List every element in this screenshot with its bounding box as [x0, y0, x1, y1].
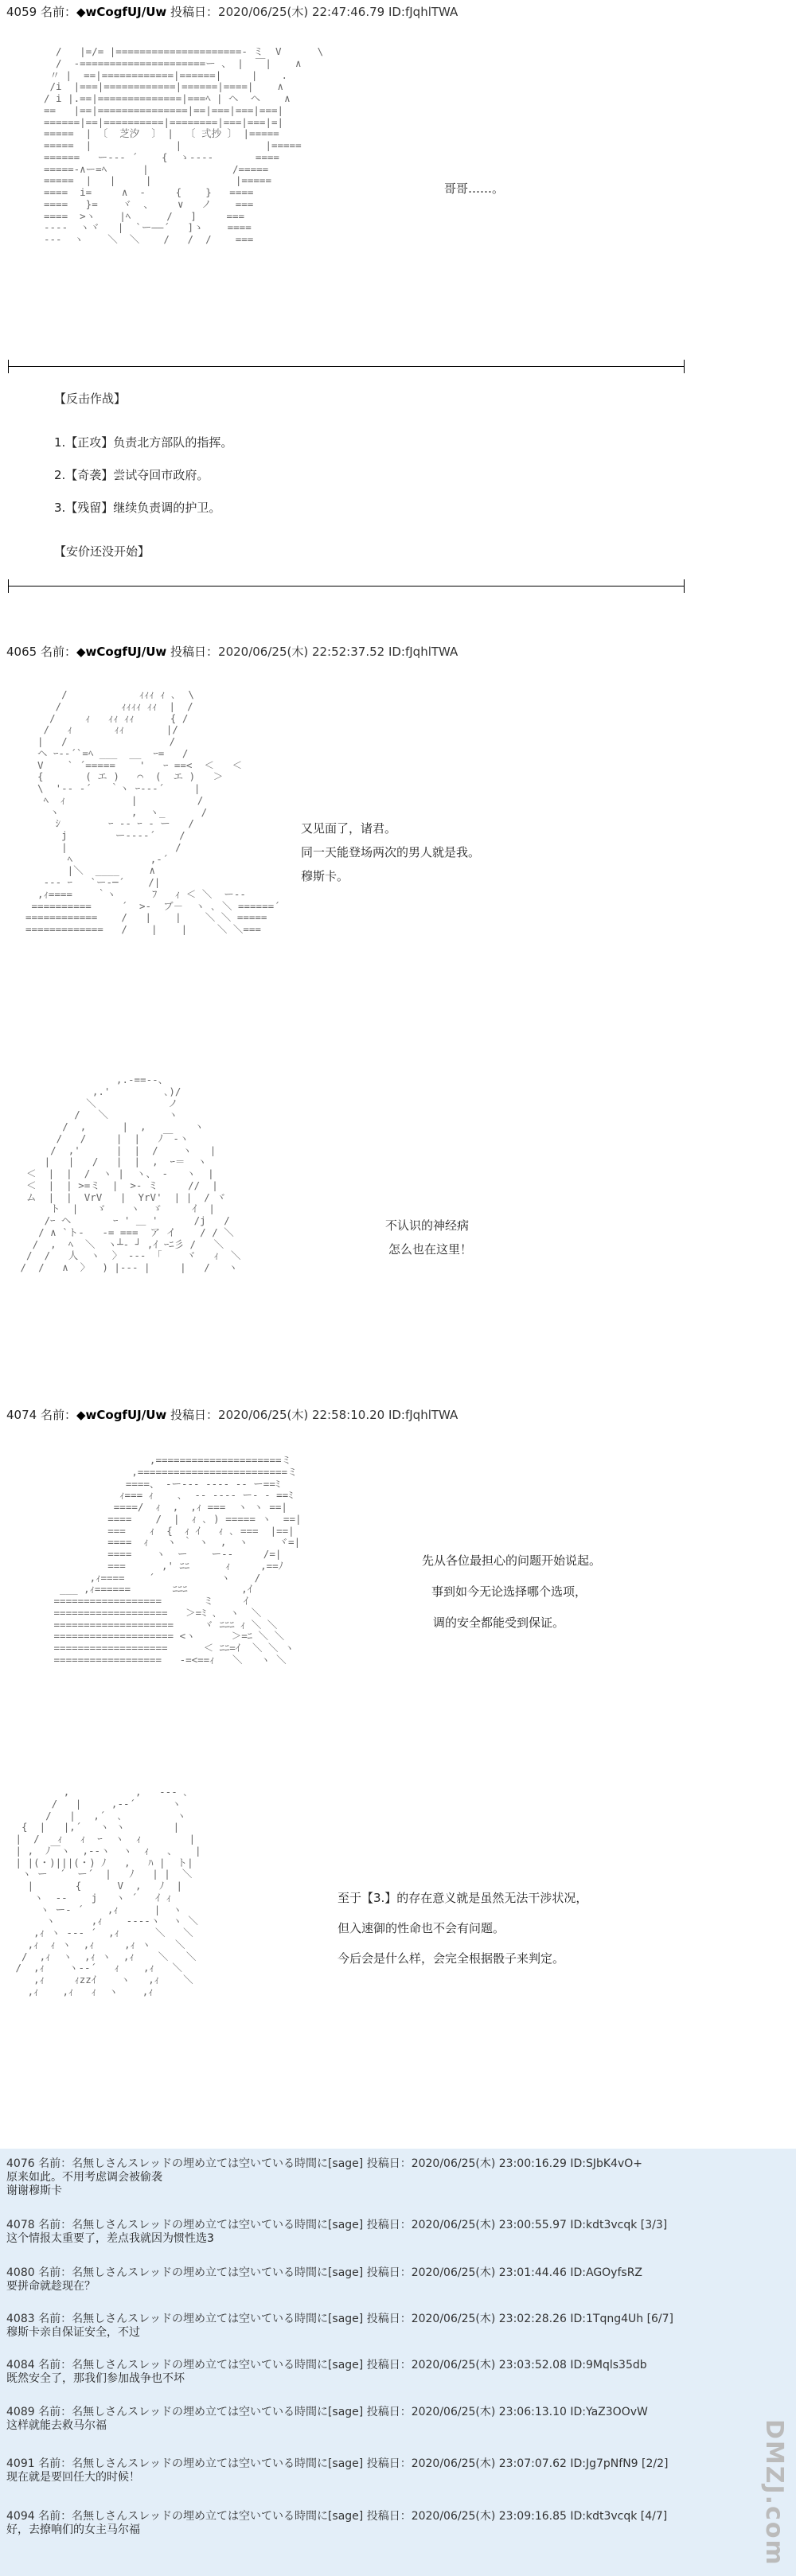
trip-code: ◆wCogfUJ/Uw	[76, 1408, 167, 1422]
posted-label: 投稿日：	[170, 5, 219, 19]
dialogue-line: 先从各位最担心的问题开始说起。	[422, 1553, 602, 1568]
reply-body-line: 要拼命就趁现在？	[6, 2280, 96, 2293]
reply-header: 名前：名無しさんスレッドの埋め立ては空いている時間に[sage] 投稿日：2020/06/25(木) 23:01:44.46 ID:AGOyfsRZ	[38, 2266, 643, 2279]
reply-4094	[6, 2510, 667, 2537]
trip-code: ◆wCogfUJ/Uw	[76, 5, 167, 19]
post-header-4074	[6, 1406, 458, 1423]
reply-header: 名前：名無しさんスレッドの埋め立ては空いている時間に[sage] 投稿日：2020/06/25(木) 23:02:28.26 ID:1Tqng4Uh [6/7]	[38, 2313, 674, 2325]
reply-header: 名前：名無しさんスレッドの埋め立ては空いている時間に[sage] 投稿日：2020/06/25(木) 23:03:52.08 ID:9Mqls35db	[38, 2359, 647, 2371]
trip-code: ◆wCogfUJ/Uw	[76, 645, 167, 659]
dialogue-line: 怎么也在这里！	[388, 1242, 473, 1257]
reply-4091	[6, 2457, 668, 2484]
reply-number: 4078	[6, 2219, 35, 2231]
divider-bottom	[8, 586, 685, 587]
plan-block	[54, 390, 232, 559]
dialogue-line: 调的安全都能受到保证。	[433, 1615, 565, 1630]
reply-4076	[6, 2157, 642, 2198]
dialogue-line: 今后会是什么样，会完全根据骰子来判定。	[338, 1951, 565, 1966]
dialogue-block-explain	[422, 1545, 601, 1639]
reply-header: 名前：名無しさんスレッドの埋め立ては空いている時間に[sage] 投稿日：2020/06/25(木) 23:00:16.29 ID:SJbK4vO+	[38, 2157, 643, 2170]
reply-number: 4080	[6, 2266, 35, 2279]
dialogue-block-option3	[338, 1883, 587, 1974]
post-number: 4059	[6, 5, 37, 19]
reply-4089	[6, 2406, 648, 2433]
ascii-art-2: / ｨｨｨ ｨ ､ \ / ｨｨｨｨ ｨｨ | / / ｨ ｨｨ ｨｨ { / / ｨ ｨｨ |/ | / / ヘ ｰ--´`=ﾍ ___ __ ｰ= / V ` ´===== ' ｰ ==< ＜ ＜ { ( エ ) ⌒ ( エ ) ＞ \ '-- -´ ｀ヽ ｰ---´ | ﾍ ｨ | / ヽ , ヽ_ / ｼ ｰ -- ｰ ‐ ー / j ー‐‐‐‐´ / | / ﾍ ,‐´ |＼ ____ ∧ ‐‐‐ ｰ `ー‐─´ /| ,ｨ==== ｀ヽ ﾌ ｨ ＜ ＼ ー‐‐ ========== ´ >- ブ－ ヽ ､ ＼ ======´ ============ / | | ＼ ＼ ===== ============= / | | ＼ ＼===	[25, 688, 280, 935]
name-label: 名前：	[40, 645, 76, 659]
posted-label: 投稿日：	[170, 645, 219, 659]
reply-body-line: 这样就能去救马尔福	[6, 2419, 107, 2432]
reply-number: 4089	[6, 2406, 35, 2418]
reply-number: 4091	[6, 2457, 35, 2470]
reply-header: 名前：名無しさんスレッドの埋め立ては空いている時間に[sage] 投稿日：2020/06/25(木) 23:07:07.62 ID:Jg7pNfN9 [2/2]	[38, 2457, 669, 2470]
post-date: 2020/06/25(木) 22:47:46.79 ID:fJqhlTWA	[218, 5, 458, 19]
post-number: 4065	[6, 645, 37, 659]
plan-option-3: 3.【残留】继续负责调的护卫。	[54, 501, 221, 515]
dialogue-line: 至于【3.】的存在意义就是虽然无法干涉状况，	[338, 1891, 588, 1905]
reply-body-line: 好，去撩响们的女主马尔福	[6, 2523, 140, 2536]
reply-header: 名前：名無しさんスレッドの埋め立ては空いている時間に[sage] 投稿日：2020/06/25(木) 23:09:16.85 ID:kdt3vcqk [4/7]	[38, 2510, 668, 2523]
reply-body-line: 穆斯卡亲自保证安全，不过	[6, 2326, 140, 2339]
plan-footer: 【安价还没开始】	[54, 544, 150, 559]
plan-title: 【反击作战】	[54, 392, 127, 406]
post-date: 2020/06/25(木) 22:52:37.52 ID:fJqhlTWA	[218, 645, 458, 659]
dialogue-line: 哥哥……。	[444, 181, 505, 196]
post-header-4065	[6, 643, 458, 660]
reply-4080	[6, 2266, 642, 2293]
divider-top	[8, 366, 685, 367]
reply-body-line: 谢谢穆斯卡	[6, 2184, 62, 2197]
reply-number: 4076	[6, 2157, 35, 2170]
name-label: 名前：	[40, 5, 76, 19]
site-watermark: DMZJ.com	[760, 2419, 788, 2566]
post-header-4059	[6, 3, 458, 20]
plan-option-1: 1.【正攻】负责北方部队的指挥。	[54, 435, 233, 450]
reply-number: 4094	[6, 2510, 35, 2523]
dialogue-line: 又见面了，诸君。	[301, 821, 397, 836]
ascii-art-3: ,.-==-‐、 ,.' ､)/ ＼ ノ / ＼ ヽ / , | , ヽ / / | | ﾉ￣-ヽ / ,' | | / ヽ | | | / | | , ｰ＝ ヽ ＜ | | / ヽ | ヽ、 - ヽ | ＜ | | >=ミ | >- ミ // | ム | | VrV | YrV' | | / ヾ ト | ゞ ヽ ゞ ｲ | /ｰ ヘ ｰ ' ＿ ' /j / / ∧ `ト- -= === ア イ / / ＼ / , ﾍ ＼ ヽ┴- ┘ ,ｲ ｰﾆ彡 / ＼ / / 人 ヽ 〉 -‐‐ 「 ヾ ｨ ＼ / / ∧ 〉 ) |‐‐‐ | | / ヽ	[20, 1074, 241, 1273]
reply-body-line: 既然安全了，那我们参加战争也不坏	[6, 2372, 185, 2385]
reply-header: 名前：名無しさんスレッドの埋め立ては空いている時間に[sage] 投稿日：2020/06/25(木) 23:06:13.10 ID:YaZ3OOvW	[38, 2406, 648, 2418]
name-label: 名前：	[40, 1408, 76, 1422]
dialogue-line: 穆斯卡。	[301, 869, 349, 883]
reply-number: 4083	[6, 2313, 35, 2325]
dialogue-line: 事到如今无论选择哪个选项，	[431, 1584, 587, 1599]
reply-body-line: 原来如此。不用考虑调会被偷袭	[6, 2171, 162, 2184]
reply-header: 名前：名無しさんスレッドの埋め立ては空いている時間に[sage] 投稿日：2020/06/25(木) 23:00:55.97 ID:kdt3vcqk [3/3]	[38, 2219, 668, 2231]
ascii-art-1: / |=/= |=====================- ミ V \ / ‐=====================ー 、 | ￣| ∧ 〃 | ==|============|======| | . /i |===|============|======|====| ∧ / i |.==|==============|===ﾍ | ヘ ヘ ∧ == |==|===============|==|===|===|===| ======|==|==========|========|===|===|=| ===== | 〔 芝汐 〕 | 〔 弍抄 〕 |===== ===== | | |===== ====== ー--- ´ { ゝ---- ==== =====‐∧ー=ﾍ | /===== ===== | | | |===== ==== i= ∧ ‐ { } ==== ==== }= ヾ 、 ∨ ノ === ==== >ヽ |ﾍ / ] === ‐‐‐‐ ヽヾ | `ー――´ ]ゝ ==== ‐‐‐ ヽ ＼ ＼ / / / ===	[44, 45, 324, 245]
dialogue-line: 同一天能登场两次的男人就是我。	[301, 845, 481, 859]
reply-4084	[6, 2359, 647, 2386]
plan-option-2: 2.【奇袭】尝试夺回市政府。	[54, 468, 209, 482]
dialogue-line: 但入速御的性命也不会有问题。	[338, 1921, 505, 1935]
ascii-art-4: ,=====================ミ ,=========================ミ ====、 ‐ー‐‐‐ ‐‐‐‐ ‐‐ ー==ﾐ ｨ=== ｨ ､ ‐‐ ‐‐‐‐ ー‐ ‐ ==ﾐ ====/ ｨ , ,ｨ === ヽ ヽ ==| ==== / | ｨ ､ ) ===== ヽ ==| === ｨ { ｨ ｲ ｨ ､ === |==| ==== ｨ ヽ ｀ ヽ , ヽ ヾ=| ==== ヽ ー ー‐‐ /=| === ,' ﾆﾆ ｨ ,==ﾉ ,ｨ==== ´ ヽ / ___ ,ｨ====== ﾆﾆﾆ ,ｲ ================== ミ ｲ =================== ＞=ﾐ ､ ヽ ＼ ==================== ヾ ﾆﾆﾆ ｨ ＼ ＼ ==================== <ヽ ＞=ﾆ ＼ ＼ =================== ＜ ﾆﾆ=ｲ ＼ ＼ ヽ ================== ‐=<==ｨ ＼ ヽ ＼	[53, 1454, 302, 1666]
post-date: 2020/06/25(木) 22:58:10.20 ID:fJqhlTWA	[218, 1408, 458, 1422]
reply-number: 4084	[6, 2359, 35, 2371]
reply-body-line: 现在就是要回任大的时候！	[6, 2471, 140, 2484]
reply-4078	[6, 2219, 667, 2246]
posted-label: 投稿日：	[170, 1408, 219, 1422]
reply-4083	[6, 2313, 673, 2340]
dialogue-line: 不认识的神经病	[385, 1218, 470, 1233]
reply-body-line: 这个情报太重要了，差点我就因为惯性选3	[6, 2232, 214, 2245]
dialogue-block-muska	[301, 816, 480, 888]
dialogue-block-shout	[385, 1214, 472, 1261]
post-number: 4074	[6, 1408, 37, 1422]
ascii-art-5: , , -‐‐ ､ / | ,-‐´ ヽ / | ,´ ､ ヽ { | |,´ ヽ ヽ | | / ｨ ｨ ｰ ヽ ｨ | | , ﾉ￣ヽ ,‐‐ヽ ヽ ｨ 、 | | |(・)|||(・) ﾉ , ﾊ | ト| ヽ ー ´ ー´ | ﾉ | | ＼ | { V , ﾉ | ヽ ‐‐ j ヽ ´ ｲ ｨ ヽ ー‐ ´ ,ｨ | ヽ ヽ ,ｨ ‐‐‐‐ヽ ヽ ＼ ,ｨ ヽ ‐‐‐ ´ ,ｨ ＼ ＼ ,ｨ ｨ ヽ ,ｨ ,ｨ ヽ ＼ / ,ｨ ヽ ,ｨ ヽ ,ｨ ＼ ＼ / ,ｨ ヽ-‐´ ｨ ,ｨ ＼ ,ｨ ｨzzｲ ヽ ,ｨ ＼ ,ｨ ,ｨ ｨ ヽ ,ｨ	[15, 1786, 201, 1997]
